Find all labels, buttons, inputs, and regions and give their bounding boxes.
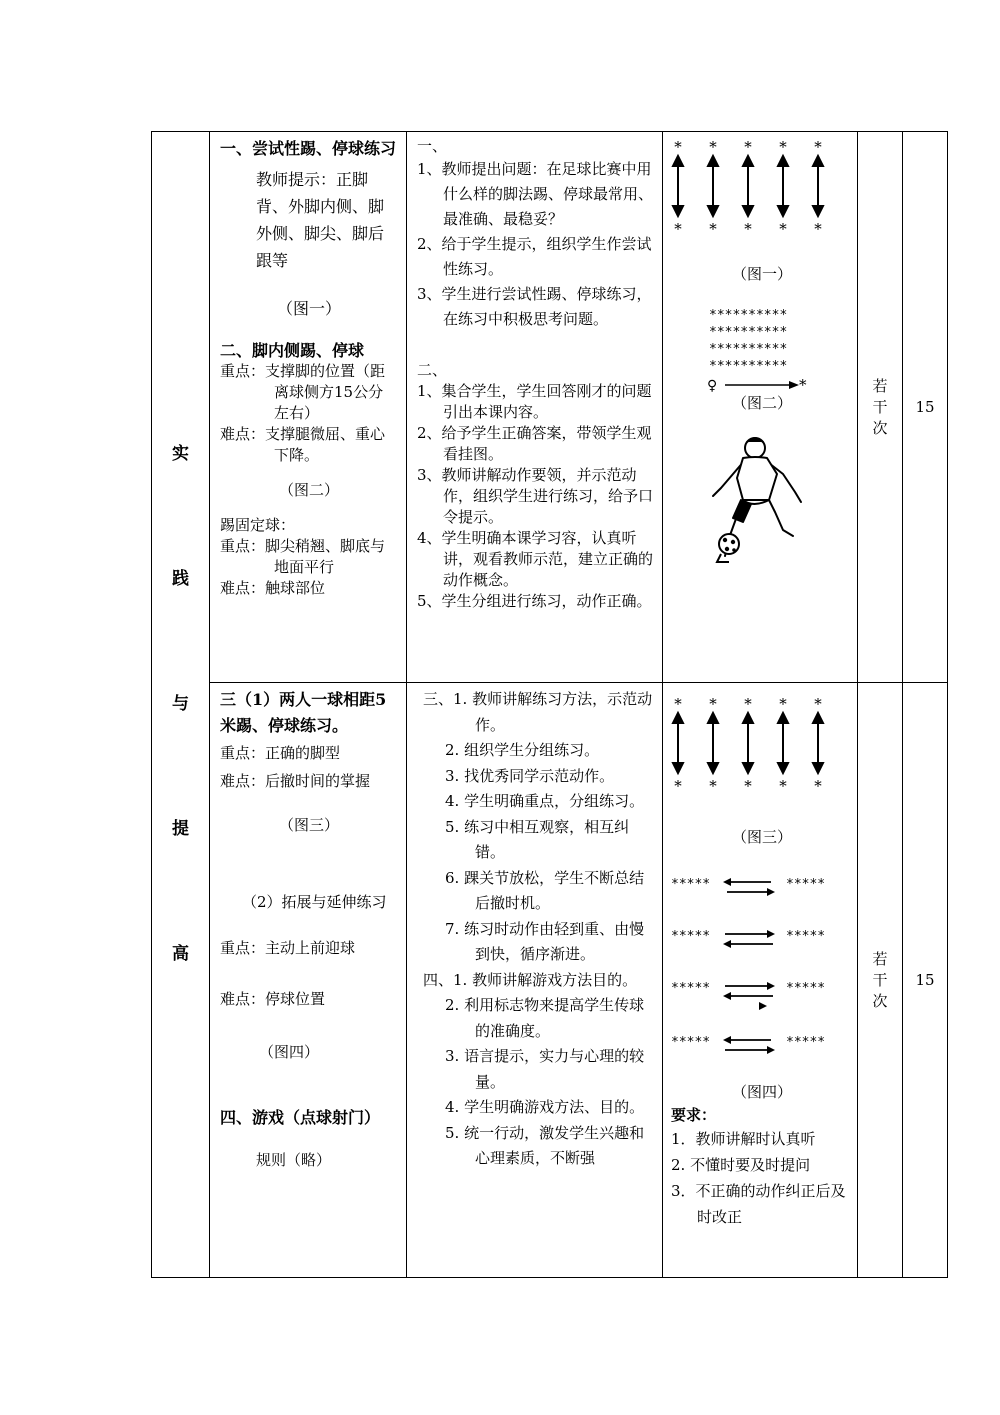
figure-caption: （图四） xyxy=(731,1083,792,1101)
exchange-row xyxy=(671,924,857,954)
subheading: 二、 xyxy=(417,361,448,379)
content-cell xyxy=(210,683,407,1278)
player-group: ***** xyxy=(671,877,711,892)
repetitions-cell xyxy=(858,132,903,683)
figure-caption: （图四） xyxy=(258,1043,319,1061)
player-mark: * xyxy=(709,777,717,791)
figure-caption: （图二） xyxy=(278,481,339,499)
list-item: 4、学生明确本课学习容，认真听讲，观看教师示范，建立正确的动作概念。 xyxy=(417,529,654,589)
content-cell xyxy=(210,132,407,683)
list-item: 2. 利用标志物来提高学生传球的准确度。 xyxy=(445,996,645,1040)
rules-text: 规则（略） xyxy=(256,1151,332,1169)
player-mark: * xyxy=(779,695,787,713)
list-item: 3、学生进行尝试性踢、停球练习，在练习中积极思考问题。 xyxy=(417,285,652,328)
target-mark: * xyxy=(799,376,807,394)
repetitions-char: 干 xyxy=(872,397,888,416)
player-group: ***** xyxy=(786,981,826,996)
subheading: 一、 xyxy=(417,137,448,155)
exchange-row xyxy=(671,1030,857,1060)
diagram-cell xyxy=(663,683,858,1278)
repetitions-cell xyxy=(858,683,903,1278)
player-group: ***** xyxy=(786,1035,826,1050)
list-item: 5. 练习中相互观察，相互纠错。 xyxy=(445,817,630,861)
heading: 三（1）两人一球相距5米踢、停球练习。 xyxy=(220,690,387,735)
formation-row: ********** xyxy=(709,325,788,340)
list-item: 2、给予学生正确答案，带领学生观看挂图。 xyxy=(417,424,652,463)
player-group: ***** xyxy=(671,981,711,996)
exchange-drill-diagram xyxy=(671,872,853,1082)
formation-row: ********** xyxy=(709,342,788,357)
player-mark: * xyxy=(779,138,787,156)
figure-caption: （图一） xyxy=(276,299,341,318)
player-mark: * xyxy=(674,138,682,156)
difficulty: 难点：后撤时间的掌握 xyxy=(220,772,371,790)
exchange-arrows xyxy=(721,926,777,952)
list-item: 6. 踝关节放松，学生不断总结后撤时机。 xyxy=(445,868,645,912)
section-title-char: 践 xyxy=(172,569,189,589)
diagram-cell xyxy=(663,132,858,683)
figure-caption: （图三） xyxy=(731,828,792,846)
requirement-item: 1．教师讲解时认真听 xyxy=(671,1130,816,1148)
extension-practice: （2）拓展与延伸练习 xyxy=(242,893,387,911)
passing-drill-diagram xyxy=(671,695,851,791)
teacher-tip: 教师提示：正脚背、外脚内侧、脚外侧、脚尖、脚后跟等 xyxy=(256,170,385,270)
kick-arrow xyxy=(723,378,803,392)
exchange-arrows xyxy=(721,978,777,1012)
player-group: ***** xyxy=(786,877,826,892)
section-title-cell xyxy=(152,132,210,1278)
heading: 四、游戏（点球射门） xyxy=(220,1108,381,1127)
key-point: 重点：脚尖稍翘、脚底与地面平行 xyxy=(220,537,386,576)
player-group: ***** xyxy=(786,929,826,944)
requirement-item: 3．不正确的动作纠正后及时改正 xyxy=(671,1182,846,1226)
exchange-arrows xyxy=(721,874,777,900)
list-item: 四、1. 教师讲解游戏方法目的。 xyxy=(423,970,638,989)
player-mark: * xyxy=(674,220,682,234)
player-mark: * xyxy=(779,220,787,234)
list-item: 3. 语言提示，实力与心理的较量。 xyxy=(445,1047,645,1091)
repetitions-char: 若 xyxy=(872,376,888,395)
subheading: 踢固定球： xyxy=(220,516,296,534)
female-symbol-icon: ♀ xyxy=(707,378,718,394)
list-item: 5. 统一行动，激发学生兴趣和心理素质，不断强 xyxy=(445,1123,645,1167)
kick-arrow-row xyxy=(671,375,853,393)
minutes-cell xyxy=(903,683,948,1278)
list-item: 2. 组织学生分组练习。 xyxy=(445,741,600,759)
formation-row: ********** xyxy=(709,308,788,323)
section-title-char: 提 xyxy=(172,819,189,839)
figure-caption: （图二） xyxy=(731,394,792,412)
player-mark: * xyxy=(814,777,822,791)
list-item: 4. 学生明确重点，分组练习。 xyxy=(445,792,645,810)
exchange-row xyxy=(671,976,857,1012)
repetitions-char: 若 xyxy=(872,949,888,968)
exchange-arrows xyxy=(721,1032,777,1058)
key-point: 重点：主动上前迎球 xyxy=(220,939,356,957)
list-item: 7. 练习时动作由轻到重、由慢到快，循序渐进。 xyxy=(445,919,645,963)
method-cell xyxy=(407,683,663,1278)
passing-drill-diagram xyxy=(671,138,851,234)
figure-caption: （图一） xyxy=(731,265,792,283)
repetitions-char: 次 xyxy=(872,991,888,1010)
player-mark: * xyxy=(744,777,752,791)
player-group: ***** xyxy=(671,1035,711,1050)
player-mark: * xyxy=(779,777,787,791)
section-title-char: 高 xyxy=(172,944,189,964)
figure-caption: （图三） xyxy=(278,816,339,834)
lesson-plan-table xyxy=(151,131,948,1278)
player-mark: * xyxy=(744,695,752,713)
player-mark: * xyxy=(709,695,717,713)
difficulty: 难点：触球部位 xyxy=(220,579,326,597)
heading: 二、脚内侧踢、停球 xyxy=(220,341,365,360)
list-item: 1、集合学生，学生回答刚才的问题引出本课内容。 xyxy=(417,382,652,421)
player-mark: * xyxy=(709,138,717,156)
table-row xyxy=(152,683,948,1278)
exchange-row xyxy=(671,872,857,902)
player-mark: * xyxy=(814,138,822,156)
minutes-value: 15 xyxy=(915,970,935,989)
table-row xyxy=(152,132,948,683)
formation-row: ********** xyxy=(709,359,788,374)
section-title-char: 与 xyxy=(172,694,189,714)
list-item: 3、教师讲解动作要领，并示范动作，组织学生进行练习，给予口令提示。 xyxy=(417,466,654,526)
player-mark: * xyxy=(674,695,682,713)
player-mark: * xyxy=(814,695,822,713)
repetitions-char: 干 xyxy=(872,970,888,989)
minutes-value: 15 xyxy=(915,397,935,416)
list-item: 4. 学生明确游戏方法、目的。 xyxy=(445,1098,645,1116)
requirements-title: 要求： xyxy=(671,1106,717,1124)
method-cell xyxy=(407,132,663,683)
list-item: 1、教师提出问题：在足球比赛中用什么样的脚法踢、停球最常用、最准确、最稳妥？ xyxy=(417,160,654,228)
player-group: ***** xyxy=(671,929,711,944)
section-title-char: 实 xyxy=(172,444,189,464)
requirement-item: 2. 不懂时要及时提问 xyxy=(671,1156,811,1174)
heading: 一、尝试性踢、停球练习 xyxy=(220,139,397,158)
player-mark: * xyxy=(744,138,752,156)
list-item: 3. 找优秀同学示范动作。 xyxy=(445,766,615,785)
football-player-icon xyxy=(703,434,813,564)
player-mark: * xyxy=(674,777,682,791)
player-mark: * xyxy=(709,220,717,234)
formation-stars xyxy=(671,307,853,375)
key-point: 重点：支撑脚的位置（距离球侧方15公分左右） xyxy=(220,362,386,422)
repetitions-char: 次 xyxy=(872,418,888,437)
player-mark: * xyxy=(814,220,822,234)
list-item: 三、1. 教师讲解练习方法，示范动作。 xyxy=(423,690,653,734)
difficulty: 难点：支撑腿微屈、重心下降。 xyxy=(220,425,386,464)
list-item: 2、给于学生提示，组织学生作尝试性练习。 xyxy=(417,235,652,278)
player-mark: * xyxy=(744,220,752,234)
minutes-cell xyxy=(903,132,948,683)
list-item: 5、学生分组进行练习，动作正确。 xyxy=(417,592,652,610)
key-point: 重点：正确的脚型 xyxy=(220,744,341,762)
difficulty: 难点：停球位置 xyxy=(220,990,326,1008)
